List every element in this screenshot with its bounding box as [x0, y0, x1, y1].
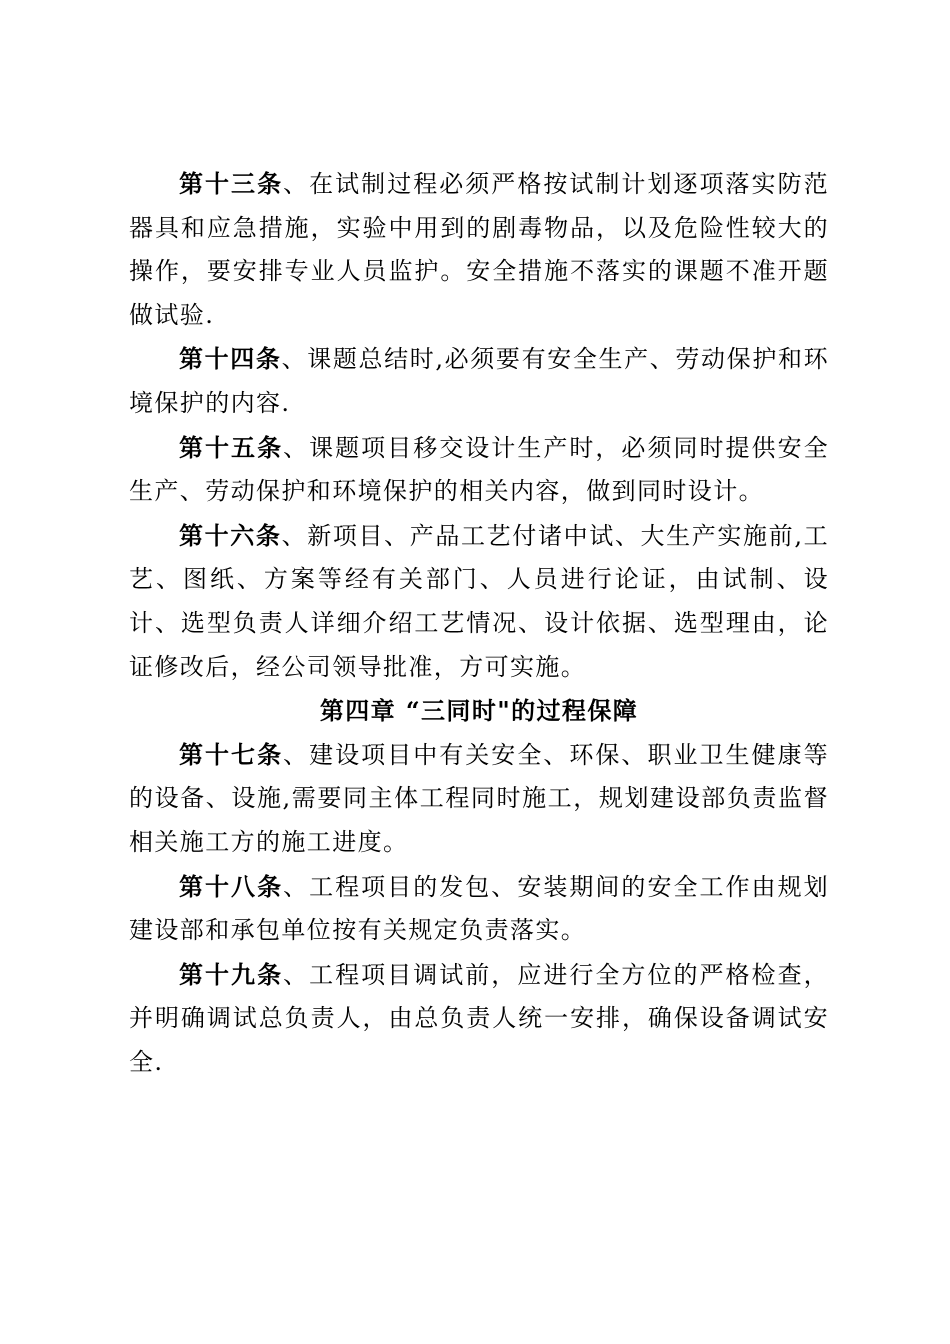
- document-page: [129, 162, 829, 1084]
- article-number: 第十九条: [179, 959, 284, 989]
- article-number: 第十八条: [179, 871, 284, 901]
- article-text: 、工程项目的发包、安装期间的安全工作由规划建设部和承包单位按有关规定负责落实。: [129, 872, 829, 945]
- article-number: 第十四条: [179, 344, 282, 374]
- article-number: 第十七条: [179, 739, 284, 769]
- article-text: 、课题项目移交设计生产时，必须同时提供安全生产、劳动保护和环境保护的相关内容，做到同时设计。: [129, 433, 829, 506]
- article-text: 、工程项目调试前，应进行全方位的严格检查，并明确调试总负责人，由总负责人统一安排，确保设备调试安全.: [129, 960, 829, 1076]
- article-number: 第十五条: [179, 432, 284, 462]
- article-16: [129, 514, 829, 689]
- article-number: 第十六条: [179, 520, 282, 550]
- article-19: [129, 953, 829, 1085]
- article-18: [129, 865, 829, 953]
- article-14: [129, 337, 829, 425]
- article-text: 、新项目、产品工艺付诸中试、大生产实施前,工艺、图纸、方案等经有关部门、人员进行论证，由试制、设计、选型负责人详细介绍工艺情况、设计依据、选型理由，论证修改后，经公司领导批准，方可实施。: [129, 521, 829, 681]
- article-13: [129, 162, 829, 337]
- article-17: [129, 733, 829, 865]
- article-text: 、课题总结时,必须要有安全生产、劳动保护和环境保护的内容.: [129, 345, 829, 417]
- chapter-heading: 第四章 “三同时"的过程保障: [319, 696, 639, 726]
- article-15: [129, 426, 829, 514]
- article-number: 第十三条: [179, 169, 284, 198]
- article-text: 、建设项目中有关安全、环保、职业卫生健康等的设备、设施,需要同主体工程同时施工，规划建设部负责监督相关施工方的施工进度。: [129, 740, 829, 856]
- article-text: 、在试制过程必须严格按试制计划逐项落实防范器具和应急措施，实验中用到的剧毒物品，以及危险性较大的操作，要安排专业人员监护。安全措施不落实的课题不准开题做试验.: [129, 170, 829, 329]
